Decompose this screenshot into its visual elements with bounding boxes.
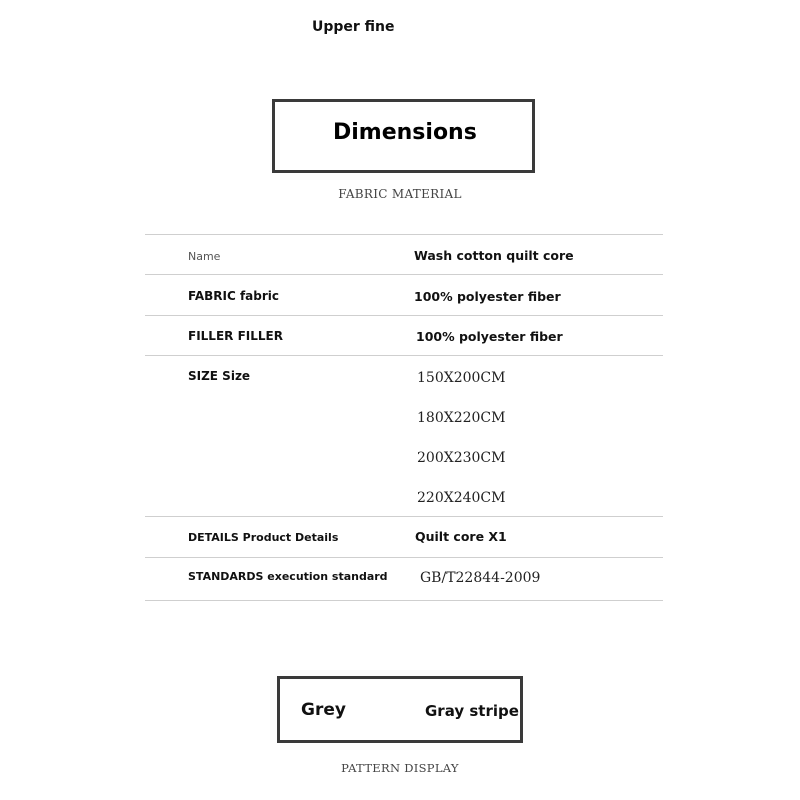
fabric-label: FABRIC fabric xyxy=(188,289,279,303)
standards-value: GB/T22844-2009 xyxy=(420,570,541,586)
table-divider xyxy=(145,355,663,356)
standards-label: STANDARDS execution standard xyxy=(188,570,388,583)
table-divider xyxy=(145,234,663,235)
title-box xyxy=(272,99,535,173)
page-title: Dimensions xyxy=(333,120,477,145)
size-value: 150X200CM xyxy=(417,370,506,386)
details-label: DETAILS Product Details xyxy=(188,531,339,544)
name-value: Wash cotton quilt core xyxy=(414,248,574,263)
filler-value: 100% polyester fiber xyxy=(416,329,563,344)
size-label: SIZE Size xyxy=(188,369,251,383)
table-divider xyxy=(145,516,663,517)
table-divider xyxy=(145,557,663,558)
pattern-caption: PATTERN DISPLAY xyxy=(341,761,459,775)
table-divider xyxy=(145,600,663,601)
pattern-option-grey: Grey xyxy=(301,700,346,720)
table-divider xyxy=(145,315,663,316)
details-value: Quilt core X1 xyxy=(415,529,507,544)
fabric-value: 100% polyester fiber xyxy=(414,289,561,304)
size-value: 220X240CM xyxy=(417,490,506,506)
top-caption: Upper fine xyxy=(312,19,395,35)
pattern-box xyxy=(277,676,523,743)
section-subtitle: FABRIC MATERIAL xyxy=(338,187,462,201)
pattern-option-gray-stripe: Gray stripe xyxy=(425,702,519,720)
name-label: Name xyxy=(188,250,221,263)
size-value: 180X220CM xyxy=(417,410,506,426)
table-divider xyxy=(145,274,663,275)
size-value: 200X230CM xyxy=(417,450,506,466)
filler-label: FILLER FILLER xyxy=(188,329,283,343)
